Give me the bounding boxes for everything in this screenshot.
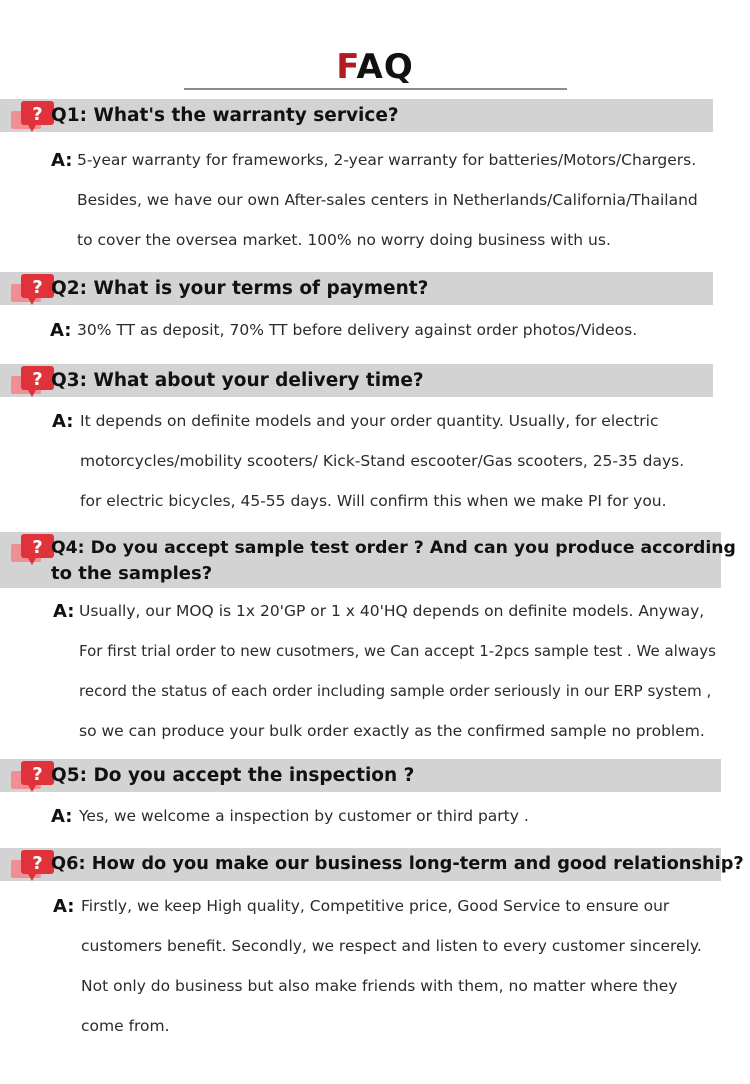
svg-text:?: ? [32,537,43,558]
question-5: Q5: Do you accept the inspection ? [51,765,415,786]
question-4-line-2: to the samples? [51,563,213,584]
answer-6-line-1: Firstly, we keep High quality, Competitive price, Good Service to ensure our [81,897,670,915]
answer-label-6: A: [53,896,75,917]
page-title: FAQ [336,47,414,87]
title-divider [184,88,567,90]
svg-text:?: ? [32,104,43,125]
answer-5-line-1: Yes, we welcome a inspection by customer or third party . [79,807,529,825]
answer-label-5: A: [51,806,73,827]
question-3: Q3: What about your delivery time? [51,370,424,391]
answer-3-line-3: for electric bicycles, 45-55 days. Will confirm this when we make PI for you. [80,492,667,510]
answer-4-line-4: so we can produce your bulk order exactly as the confirmed sample no problem. [79,722,705,740]
answer-4-line-1: Usually, our MOQ is 1x 20'GP or 1 x 40'HQ depends on definite models. Anyway, [79,602,705,620]
svg-text:?: ? [32,853,43,874]
answer-3-line-2: motorcycles/mobility scooters/ Kick-Stand escooter/Gas scooters, 25-35 days. [80,452,685,470]
question-4-line-1: Q4: Do you accept sample test order ? And can you produce according [51,538,736,558]
answer-6-line-4: come from. [81,1017,170,1035]
answer-label-2: A: [50,320,72,341]
question-2: Q2: What is your terms of payment? [51,278,429,299]
answer-3-line-1: It depends on definite models and your order quantity. Usually, for electric [80,412,659,430]
answer-6-line-2: customers benefit. Secondly, we respect and listen to every customer sincerely. [81,937,702,955]
question-1: Q1: What's the warranty service? [51,105,399,126]
answer-1-line-1: 5-year warranty for frameworks, 2-year warranty for batteries/Motors/Chargers. [77,151,697,169]
svg-text:?: ? [32,277,43,298]
answer-6-line-3: Not only do business but also make friends with them, no matter where they [81,977,678,995]
answer-label-4: A: [53,601,75,622]
answer-1-line-2: Besides, we have our own After-sales centers in Netherlands/California/Thailand [77,191,698,209]
answer-1-line-3: to cover the oversea market. 100% no worry doing business with us. [77,231,611,249]
answer-label-1: A: [51,150,73,171]
question-6: Q6: How do you make our business long-term and good relationship? [51,854,744,874]
answer-4-line-3: record the status of each order including sample order seriously in our ERP system , [79,682,712,700]
answer-label-3: A: [52,411,74,432]
answer-2-line-1: 30% TT as deposit, 70% TT before delivery against order photos/Videos. [77,321,638,339]
svg-text:?: ? [32,764,43,785]
svg-text:?: ? [32,369,43,390]
answer-4-line-2: For first trial order to new cusotmers, we Can accept 1-2pcs sample test . We always [79,642,716,660]
